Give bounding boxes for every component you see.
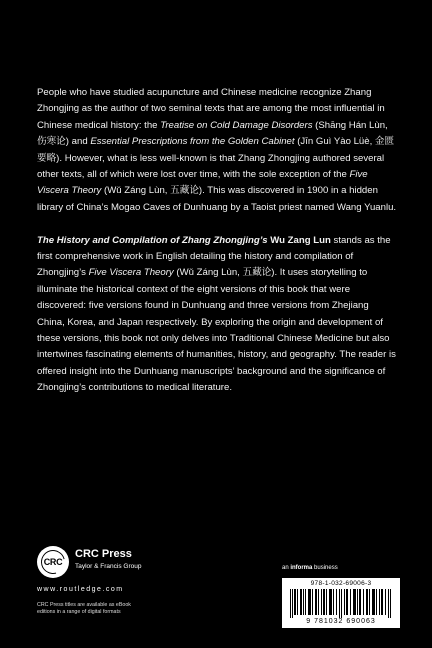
publisher-url: www.routledge.com xyxy=(37,586,124,593)
blurb-paragraph-2 xyxy=(37,233,399,397)
informa-prefix: an xyxy=(282,565,291,571)
informa-brand: informa xyxy=(290,565,313,571)
book-title-bold-italic: The History and Compilation of Zhang Zhongjing’s xyxy=(37,234,268,246)
blurb-text: People who have studied acupuncture and Chinese medicine recognize Zhang Zhongjing as the author of two seminal texts that are among the most influential in Chinese medical history: the xyxy=(37,87,385,131)
blurb-text: (Wǔ Záng Lùn, 五藏论). This was discovered in 1900 in a hidden library of China’s Mogao Caves of Dunhuang by a Taoist priest named Wang Yuanlu. xyxy=(37,185,397,213)
isbn-text: 978-1-032-69006-3 xyxy=(310,580,372,587)
book-title-five-viscera: Five Viscera Theory xyxy=(88,267,174,279)
book-title-five-viscera: Five Viscera Theory xyxy=(37,169,368,197)
book-title-golden-cabinet: Essential Prescriptions from the Golden Cabinet xyxy=(90,136,295,148)
informa-suffix: business xyxy=(312,565,338,571)
blurb-text: (Shāng Hán Lùn, 伤寒论) and xyxy=(37,119,388,148)
blurb-text: (Wǔ Záng Lùn, 五藏论). It uses storytelling to illuminate the historical context of the eight versions of this book that were discovered: five versions found in Dunhuang and three versions from Zhejiang China, Korea, and Japan respectively. By exploring the origin and development of these versions, this book not only delves into Traditional Chinese Medicine but also intertwines fascinating elements of humanities, history, and geography. The reader is offered insight into the Dunhuang manuscripts’ background and the significance of Zhongjing’s contributions to medical literature. xyxy=(37,267,396,394)
informa-business-line xyxy=(282,565,338,571)
crc-logo-icon xyxy=(37,546,69,578)
barcode-digits: 9 781032 690063 xyxy=(306,618,376,625)
publisher-group: Taylor & Francis Group xyxy=(75,563,142,570)
isbn-barcode xyxy=(282,578,400,628)
crc-logo-text: CRC xyxy=(43,557,63,567)
blurb-text: stands as the first comprehensive work in English detailing the history and compilation of Zhongjing’s xyxy=(37,234,391,279)
publisher-name: CRC Press xyxy=(75,548,132,560)
blurb-paragraph-1 xyxy=(37,85,399,216)
barcode-bars-icon xyxy=(290,589,392,618)
blurb-text: (Jīn Guì Yào Lüè, 金匮要略). However, what is less well-known is that Zhang Zhongjing authored several other texts, all of which were lost over time, with the sole exception of the xyxy=(37,136,395,181)
back-cover-blurb xyxy=(37,85,399,413)
book-title-cold-damage: Treatise on Cold Damage Disorders xyxy=(160,119,313,131)
book-title-bold: Wu Zang Lun xyxy=(267,234,331,246)
ebook-note: CRC Press titles are available as eBook editions in a range of digital formats xyxy=(37,602,131,615)
